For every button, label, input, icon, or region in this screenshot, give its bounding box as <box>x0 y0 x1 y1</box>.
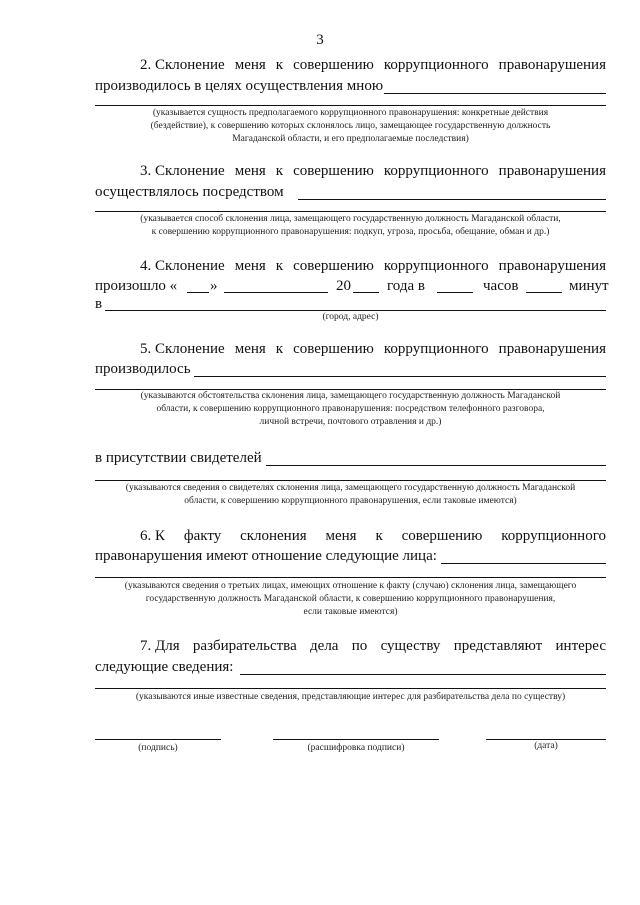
fill-line[interactable] <box>194 376 606 377</box>
section-5-line-1 <box>140 341 606 358</box>
fill-line[interactable] <box>298 199 606 200</box>
section-6-line-2: правонарушения имеют отношение следующие лица: <box>95 548 437 564</box>
hint-line: к совершению коррупционного правонарушения: подкуп, угроза, просьба, обещание, обман и др.) <box>151 227 550 237</box>
signature-label: (подпись) <box>138 743 178 753</box>
word: совершению <box>293 57 374 73</box>
word: 7. Для <box>140 638 180 654</box>
word: 3. Склонение <box>140 163 225 179</box>
word: коррупционного <box>383 258 489 274</box>
hint-line: личной встречи, почтового отравления и др.) <box>259 417 442 427</box>
word: правонарушения <box>498 163 606 179</box>
hint-line: (указываются обстоятельства склонения лица, замещающего государственную должность Магаданской <box>140 391 561 401</box>
word: меня <box>234 258 266 274</box>
section-3-hint <box>95 213 606 239</box>
word: коррупционного <box>383 163 489 179</box>
word: по <box>351 638 368 654</box>
page-number: 3 <box>316 32 324 48</box>
hint-line: области, к совершению коррупционного правонарушения: посредством телефонного разговора, <box>156 404 545 414</box>
hint-line: Магаданской области, и его предполагаемые последствия) <box>232 134 469 144</box>
section-4-l2-d: года в <box>387 278 425 294</box>
hint-line: (указывается способ склонения лица, замещающего государственную должность Магаданской области, <box>140 214 561 224</box>
fill-line[interactable] <box>95 105 606 106</box>
section-5-line-2: производилось <box>95 361 191 377</box>
signature-line[interactable] <box>95 739 221 740</box>
section-3-line-2: осуществлялось посредством <box>95 184 284 200</box>
word: совершению <box>293 341 374 357</box>
section-4-l2-a: произошло « <box>95 278 178 294</box>
word: к <box>275 163 284 179</box>
word: к <box>375 528 383 544</box>
section-4-line-1 <box>140 258 606 275</box>
date-label: (дата) <box>534 741 558 751</box>
witness-hint <box>95 482 606 508</box>
word: представляют <box>453 638 543 654</box>
word: меня <box>234 163 266 179</box>
section-7-line-2: следующие сведения: <box>95 659 234 675</box>
word: к <box>275 57 284 73</box>
fill-line[interactable] <box>95 688 606 689</box>
witness-line-1: в присутствии свидетелей <box>95 450 262 466</box>
section-6-line-1 <box>140 528 606 545</box>
hint-line: (указываются иные известные сведения, представляющие интерес для разбирательства дела по существу) <box>135 692 566 702</box>
fill-line[interactable] <box>240 674 606 675</box>
word: дела <box>310 638 339 654</box>
word: меня <box>325 528 357 544</box>
word: правонарушения <box>498 57 606 73</box>
hint-line: (указываются сведения о свидетелях склонения лица, замещающего государственную должность Магаданской <box>125 483 576 493</box>
word: интерес <box>555 638 606 654</box>
fill-line[interactable] <box>384 93 606 94</box>
hint-line: государственную должность Магаданской области, к совершению коррупционного правонарушения, <box>145 594 556 604</box>
hint-line: если таковые имеются) <box>303 607 398 617</box>
word: коррупционного <box>383 341 489 357</box>
section-2-line-1 <box>140 57 606 74</box>
year-fill-line[interactable] <box>353 292 379 293</box>
signature-decode-label: (расшифровка подписи) <box>307 743 405 753</box>
word: правонарушения <box>498 258 606 274</box>
word: правонарушения <box>498 341 606 357</box>
hint-line: (город, адрес) <box>322 312 379 322</box>
section-4-l2-b: » <box>210 278 218 294</box>
fill-line[interactable] <box>95 480 606 481</box>
hour-fill-line[interactable] <box>437 292 473 293</box>
word: к <box>275 341 284 357</box>
word: меня <box>234 57 266 73</box>
word: разбирательства <box>192 638 297 654</box>
word: 4. Склонение <box>140 258 225 274</box>
word: коррупционного <box>501 528 606 544</box>
word: совершению <box>401 528 483 544</box>
word: совершению <box>293 258 374 274</box>
word: существу <box>380 638 441 654</box>
word: 6. К <box>140 528 166 544</box>
word: совершению <box>293 163 374 179</box>
word: 2. Склонение <box>140 57 225 73</box>
hint-line: (указывается сущность предполагаемого коррупционного правонарушения: конкретные действия <box>152 108 549 118</box>
hint-line: (указываются сведения о третьих лицах, имеющих отношение к факту (случаю) склонения лица, замещающего <box>124 581 577 591</box>
fill-line[interactable] <box>95 211 606 212</box>
word: склонения <box>240 528 307 544</box>
fill-line[interactable] <box>441 563 606 564</box>
fill-line[interactable] <box>95 577 606 578</box>
section-2-line-2: производилось в целях осуществления мною <box>95 78 384 94</box>
fill-line[interactable] <box>266 465 606 466</box>
word: к <box>275 258 284 274</box>
day-fill-line[interactable] <box>187 292 209 293</box>
section-5-hint <box>95 390 606 429</box>
section-7-hint <box>95 691 606 704</box>
section-7-line-1 <box>140 638 606 655</box>
hint-line: (бездействие), к совершению которых склонялось лицо, замещающее государственную должность <box>150 121 551 131</box>
word: меня <box>234 341 266 357</box>
section-4-l2-f: минут <box>569 278 609 294</box>
word: коррупционного <box>383 57 489 73</box>
word: 5. Склонение <box>140 341 225 357</box>
section-4-hint <box>95 311 606 324</box>
signature-decode-line[interactable] <box>273 739 439 740</box>
section-4-l2-c: 20 <box>336 278 351 294</box>
word: факту <box>183 528 222 544</box>
hint-line: области, к совершению коррупционного правонарушения, если таковые имеются) <box>184 496 517 506</box>
section-4-l3: в <box>95 296 103 312</box>
section-3-line-1 <box>140 163 606 180</box>
month-fill-line[interactable] <box>224 292 328 293</box>
section-2-hint <box>95 107 606 146</box>
section-4-l2-e: часов <box>483 278 519 294</box>
minute-fill-line[interactable] <box>526 292 562 293</box>
section-6-hint <box>95 580 606 619</box>
